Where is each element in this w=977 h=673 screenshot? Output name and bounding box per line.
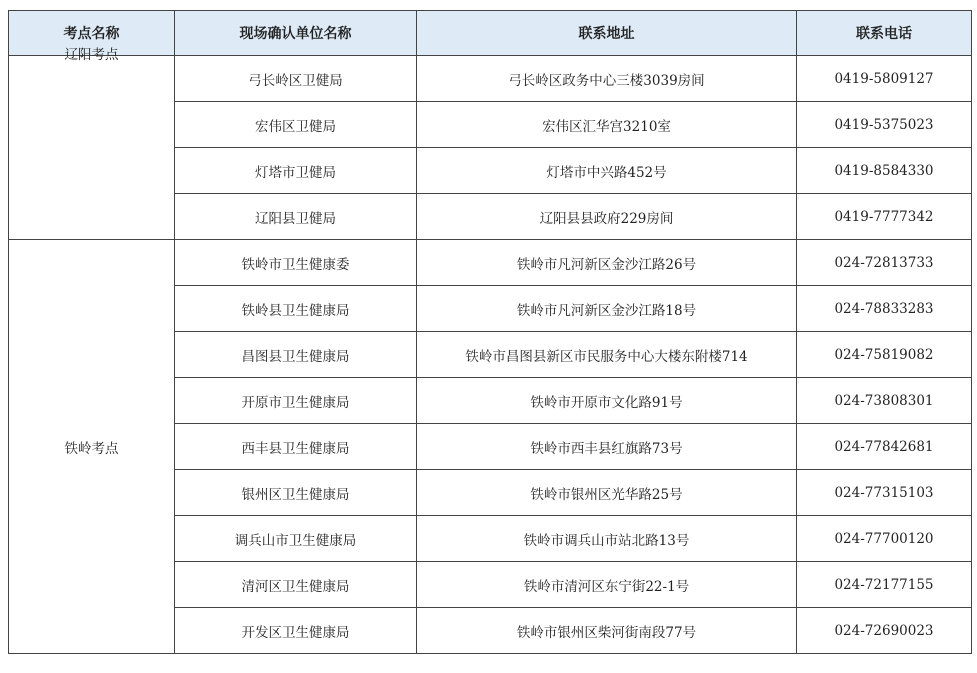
phone-cell: 024-72813733 — [797, 240, 972, 286]
phone-cell: 0419-7777342 — [797, 194, 972, 240]
phone-cell: 024-77700120 — [797, 516, 972, 562]
unit-name-cell: 弓长岭区卫健局 — [175, 56, 417, 102]
unit-name-cell: 西丰县卫生健康局 — [175, 424, 417, 470]
unit-name-cell: 铁岭县卫生健康局 — [175, 286, 417, 332]
phone-cell: 0419-5809127 — [797, 56, 972, 102]
unit-name-cell: 灯塔市卫健局 — [175, 148, 417, 194]
phone-cell: 024-77315103 — [797, 470, 972, 516]
header-unit-name: 现场确认单位名称 — [175, 11, 417, 56]
address-cell: 铁岭市银州区光华路25号 — [417, 470, 797, 516]
unit-name-cell: 开原市卫生健康局 — [175, 378, 417, 424]
site-name-cell — [9, 240, 175, 654]
address-cell: 铁岭市调兵山市站北路13号 — [417, 516, 797, 562]
site-name: 铁岭考点 — [64, 440, 119, 457]
site-name-cell — [9, 47, 175, 240]
header-address: 联系地址 — [417, 11, 797, 56]
unit-name-cell: 调兵山市卫生健康局 — [175, 516, 417, 562]
confirmation-units-table — [8, 10, 972, 654]
unit-name-cell: 宏伟区卫健局 — [175, 102, 417, 148]
phone-cell: 024-72177155 — [797, 562, 972, 608]
address-cell: 铁岭市西丰县红旗路73号 — [417, 424, 797, 470]
unit-name-cell: 辽阳县卫健局 — [175, 194, 417, 240]
phone-cell: 024-78833283 — [797, 286, 972, 332]
unit-name-cell: 银州区卫生健康局 — [175, 470, 417, 516]
phone-cell: 024-77842681 — [797, 424, 972, 470]
phone-cell: 024-73808301 — [797, 378, 972, 424]
address-cell: 铁岭市银州区柴河街南段77号 — [417, 608, 797, 654]
address-cell: 铁岭市昌图县新区市民服务中心大楼东附楼714 — [417, 332, 797, 378]
address-cell: 铁岭市开原市文化路91号 — [417, 378, 797, 424]
unit-name-cell: 清河区卫生健康局 — [175, 562, 417, 608]
table-row — [9, 240, 972, 286]
site-name: 辽阳考点 — [64, 47, 119, 63]
header-site-name: 考点名称 — [9, 11, 175, 56]
unit-name-cell: 昌图县卫生健康局 — [175, 332, 417, 378]
address-cell: 灯塔市中兴路452号 — [417, 148, 797, 194]
table-body — [9, 47, 972, 654]
phone-cell: 0419-8584330 — [797, 148, 972, 194]
unit-name-cell: 铁岭市卫生健康委 — [175, 240, 417, 286]
unit-name-cell: 开发区卫生健康局 — [175, 608, 417, 654]
address-cell: 铁岭市凡河新区金沙江路18号 — [417, 286, 797, 332]
phone-cell: 024-72690023 — [797, 608, 972, 654]
address-cell: 辽阳县县政府229房间 — [417, 194, 797, 240]
address-cell: 铁岭市凡河新区金沙江路26号 — [417, 240, 797, 286]
address-cell: 铁岭市清河区东宁街22-1号 — [417, 562, 797, 608]
table-row — [9, 56, 972, 102]
address-cell: 弓长岭区政务中心三楼3039房间 — [417, 56, 797, 102]
header-phone: 联系电话 — [797, 11, 972, 56]
address-cell: 宏伟区汇华宫3210室 — [417, 102, 797, 148]
phone-cell: 024-75819082 — [797, 332, 972, 378]
phone-cell: 0419-5375023 — [797, 102, 972, 148]
